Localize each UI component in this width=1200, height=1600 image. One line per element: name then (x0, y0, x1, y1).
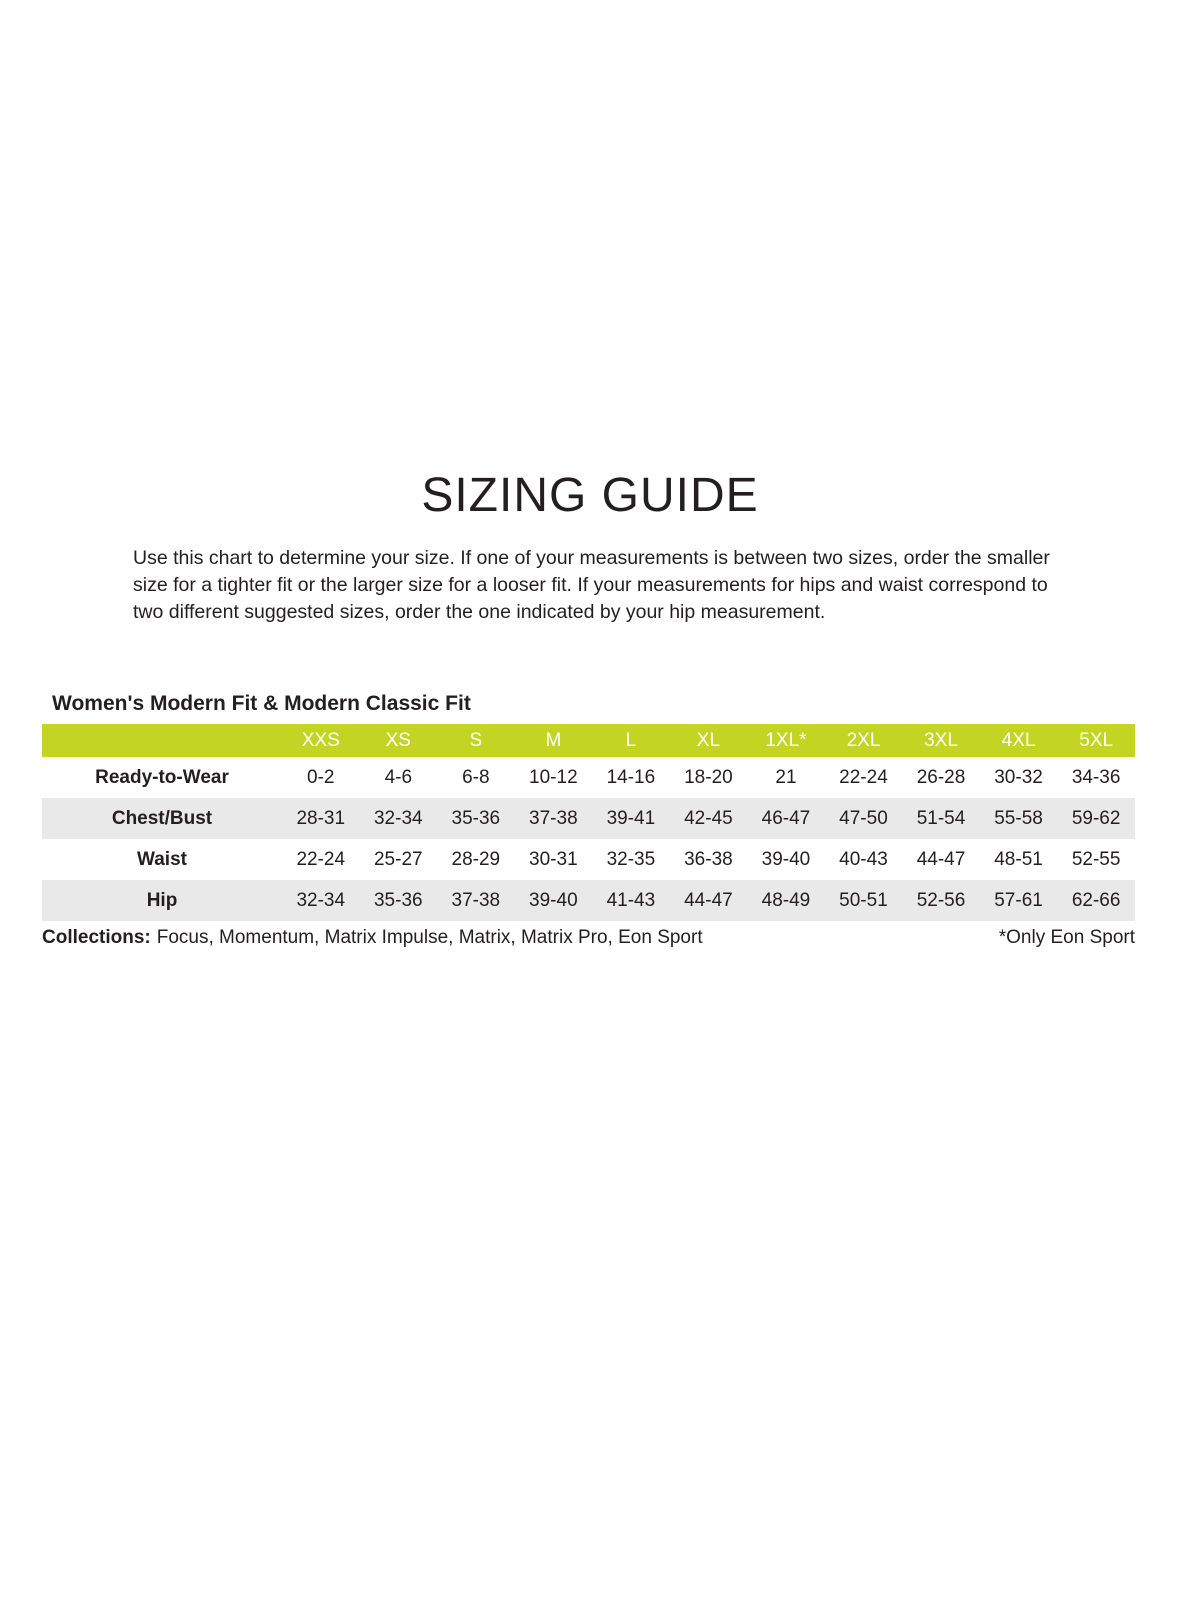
table-footnotes (42, 927, 1135, 949)
size-cell: 30-31 (515, 839, 593, 880)
size-column-header-3xl: 3XL (902, 724, 980, 757)
size-cell: 36-38 (670, 839, 748, 880)
size-cell: 18-20 (670, 757, 748, 798)
row-label: Chest/Bust (42, 798, 282, 839)
size-cell: 62-66 (1057, 880, 1135, 921)
row-label: Ready-to-Wear (42, 757, 282, 798)
size-cell: 6-8 (437, 757, 515, 798)
section-title: Women's Modern Fit & Modern Classic Fit (52, 692, 471, 715)
size-cell: 30-32 (980, 757, 1058, 798)
size-cell: 21 (747, 757, 825, 798)
page-title: SIZING GUIDE (421, 469, 759, 522)
size-cell: 10-12 (515, 757, 593, 798)
asterisk-note: *Only Eon Sport (998, 927, 1135, 948)
size-cell: 59-62 (1057, 798, 1135, 839)
size-cell: 34-36 (1057, 757, 1135, 798)
size-column-header-s: S (437, 724, 515, 757)
size-cell: 48-51 (980, 839, 1058, 880)
size-cell: 57-61 (980, 880, 1058, 921)
row-label: Hip (42, 880, 282, 921)
size-column-header-4xl: 4XL (980, 724, 1058, 757)
size-cell: 41-43 (592, 880, 670, 921)
size-cell: 39-40 (515, 880, 593, 921)
size-cell: 37-38 (515, 798, 593, 839)
size-cell: 39-40 (747, 839, 825, 880)
size-cell: 25-27 (360, 839, 438, 880)
table-row-chest-bust (42, 798, 1135, 839)
size-cell: 32-34 (360, 798, 438, 839)
sizing-table-container (42, 724, 1135, 921)
collections-note (42, 927, 703, 949)
row-label: Waist (42, 839, 282, 880)
size-column-header-xxs: XXS (282, 724, 360, 757)
size-cell: 32-35 (592, 839, 670, 880)
size-column-header-m: M (515, 724, 593, 757)
size-cell: 35-36 (437, 798, 515, 839)
size-cell: 42-45 (670, 798, 748, 839)
size-cell: 40-43 (825, 839, 903, 880)
size-cell: 4-6 (360, 757, 438, 798)
size-cell: 35-36 (360, 880, 438, 921)
size-cell: 37-38 (437, 880, 515, 921)
size-cell: 46-47 (747, 798, 825, 839)
size-cell: 52-56 (902, 880, 980, 921)
size-column-header-5xl: 5XL (1057, 724, 1135, 757)
table-row-waist (42, 839, 1135, 880)
size-cell: 22-24 (282, 839, 360, 880)
size-cell: 14-16 (592, 757, 670, 798)
table-header-row (42, 724, 1135, 757)
collections-label: Collections: (42, 927, 151, 948)
size-cell: 52-55 (1057, 839, 1135, 880)
intro-text: Use this chart to determine your size. If one of your measurements is between two sizes, order the smaller size for a tighter fit or the larger size for a looser fit. If your measurements for hips and waist correspond to two different suggested sizes, order the one indicated by your hip measurement. (133, 547, 1050, 623)
size-cell: 28-29 (437, 839, 515, 880)
size-column-header-xl: XL (670, 724, 748, 757)
size-cell: 26-28 (902, 757, 980, 798)
size-cell: 22-24 (825, 757, 903, 798)
size-cell: 51-54 (902, 798, 980, 839)
header-cell-empty (42, 724, 282, 757)
size-cell: 44-47 (670, 880, 748, 921)
size-column-header-xs: XS (360, 724, 438, 757)
collections-list: Focus, Momentum, Matrix Impulse, Matrix, Matrix Pro, Eon Sport (156, 927, 703, 948)
size-cell: 32-34 (282, 880, 360, 921)
size-column-header-l: L (592, 724, 670, 757)
size-column-header-2xl: 2XL (825, 724, 903, 757)
size-cell: 55-58 (980, 798, 1058, 839)
table-row-ready-to-wear (42, 757, 1135, 798)
size-column-header-1xl: 1XL* (747, 724, 825, 757)
size-cell: 39-41 (592, 798, 670, 839)
size-cell: 0-2 (282, 757, 360, 798)
sizing-table (42, 724, 1135, 921)
size-cell: 50-51 (825, 880, 903, 921)
size-cell: 28-31 (282, 798, 360, 839)
table-row-hip (42, 880, 1135, 921)
size-cell: 44-47 (902, 839, 980, 880)
size-cell: 48-49 (747, 880, 825, 921)
size-cell: 47-50 (825, 798, 903, 839)
